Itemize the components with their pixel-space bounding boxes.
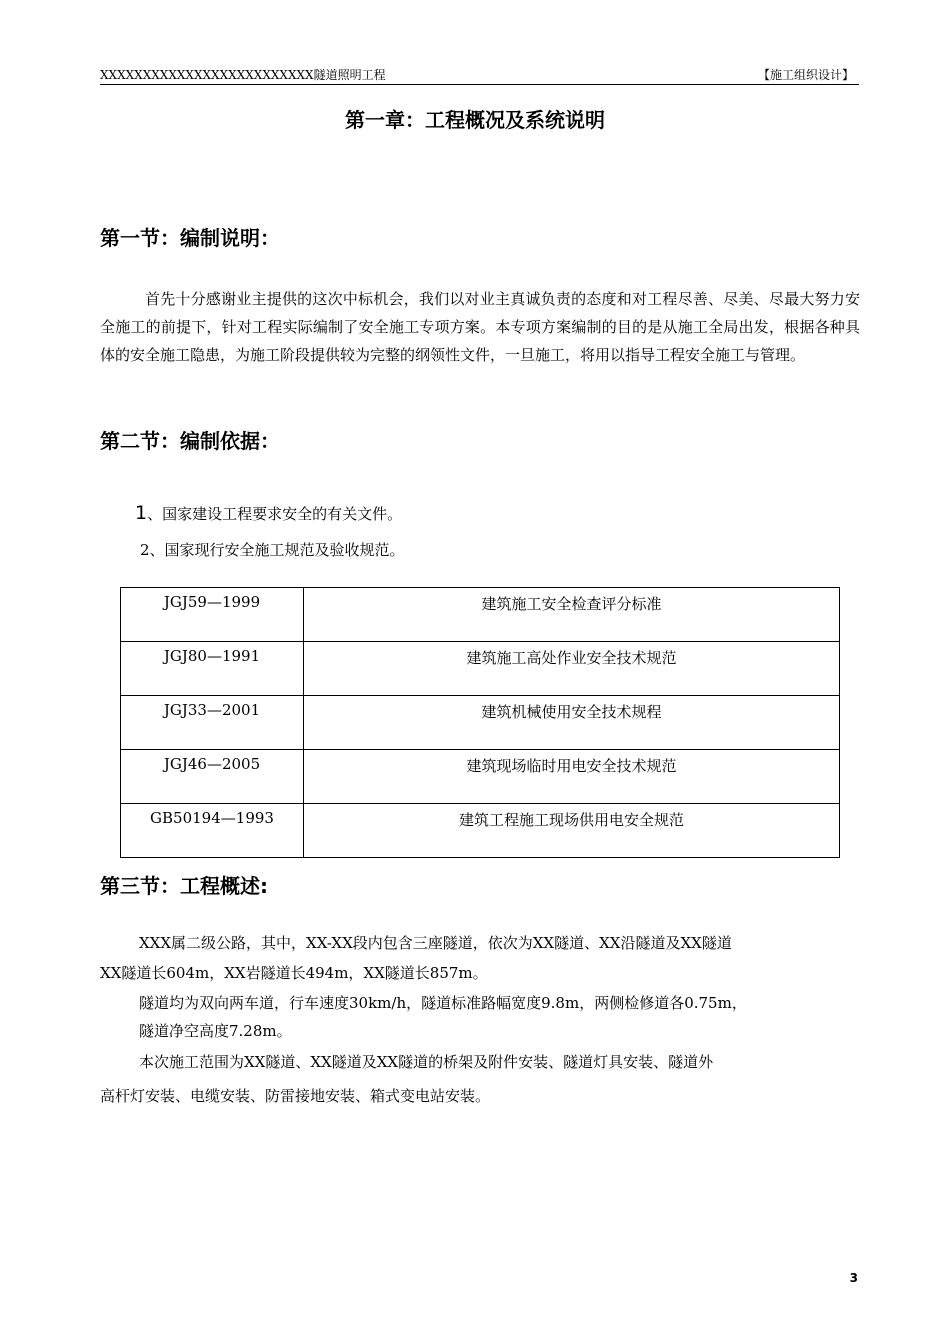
standards-table	[120, 587, 840, 858]
list-item-number: 2	[140, 541, 150, 559]
chapter-title: 第一章：工程概况及系统说明	[345, 108, 605, 132]
overview-line: 本次施工范围为XX隧道、XX隧道及XX隧道的桥架及附件安装、隧道灯具安装、隧道外	[139, 1053, 714, 1071]
overview-line: 高杆灯安装、电缆安装、防雷接地安装、箱式变电站安装。	[100, 1087, 491, 1105]
table-row	[121, 750, 840, 804]
table-row	[121, 696, 840, 750]
header-document-type: 【施工组织设计】	[757, 68, 854, 82]
standard-code: JGJ33—2001	[121, 696, 304, 750]
reference-list-item	[140, 539, 405, 560]
section2-title: 第二节：编制依据：	[100, 429, 280, 453]
section1-title: 第一节：编制说明：	[100, 226, 280, 250]
standard-code: JGJ59—1999	[121, 588, 304, 642]
standard-name: 建筑工程施工现场供用电安全规范	[304, 804, 840, 858]
header-divider	[100, 84, 859, 85]
table-row	[121, 642, 840, 696]
standard-name: 建筑施工高处作业安全技术规范	[304, 642, 840, 696]
overview-line: 隧道均为双向两车道，行车速度30km/h，隧道标准路幅宽度9.8m，两侧检修道各0.75m，	[139, 994, 747, 1012]
standard-code: JGJ80—1991	[121, 642, 304, 696]
list-item-number: 1	[135, 502, 148, 524]
list-item-text: 、国家建设工程要求安全的有关文件。	[147, 505, 403, 523]
standard-name: 建筑机械使用安全技术规程	[304, 696, 840, 750]
overview-line: 隧道净空高度7.28m。	[139, 1022, 292, 1040]
overview-line: XX隧道长604m，XX岩隧道长494m，XX隧道长857m。	[100, 964, 488, 982]
list-item-text: 、国家现行安全施工规范及验收规范。	[149, 541, 405, 559]
header-document-title: XXXXXXXXXXXXXXXXXXXXXXXXX隧道照明工程	[100, 68, 386, 82]
standard-name: 建筑现场临时用电安全技术规范	[304, 750, 840, 804]
table-row	[121, 588, 840, 642]
section3-title: 第三节：工程概述:	[100, 874, 268, 898]
standard-code: GB50194—1993	[121, 804, 304, 858]
table-row	[121, 804, 840, 858]
page-number: 3	[849, 1271, 858, 1285]
standard-code: JGJ46—2005	[121, 750, 304, 804]
reference-list-item	[135, 502, 402, 524]
standard-name: 建筑施工安全检查评分标准	[304, 588, 840, 642]
overview-line: XXX属二级公路，其中，XX-XX段内包含三座隧道，依次为XX隧道、XX沿隧道及XX隧道	[139, 934, 732, 952]
section1-paragraph: 首先十分感谢业主提供的这次中标机会，我们以对业主真诚负责的态度和对工程尽善、尽美、尽最大努力安全施工的前提下，针对工程实际编制了安全施工专项方案。本专项方案编制的目的是从施工全局出发，根据各种具体的安全施工隐患，为施工阶段提供较为完整的纲领性文件，一旦施工，将用以指导工程安全施工与管理。	[100, 290, 860, 364]
